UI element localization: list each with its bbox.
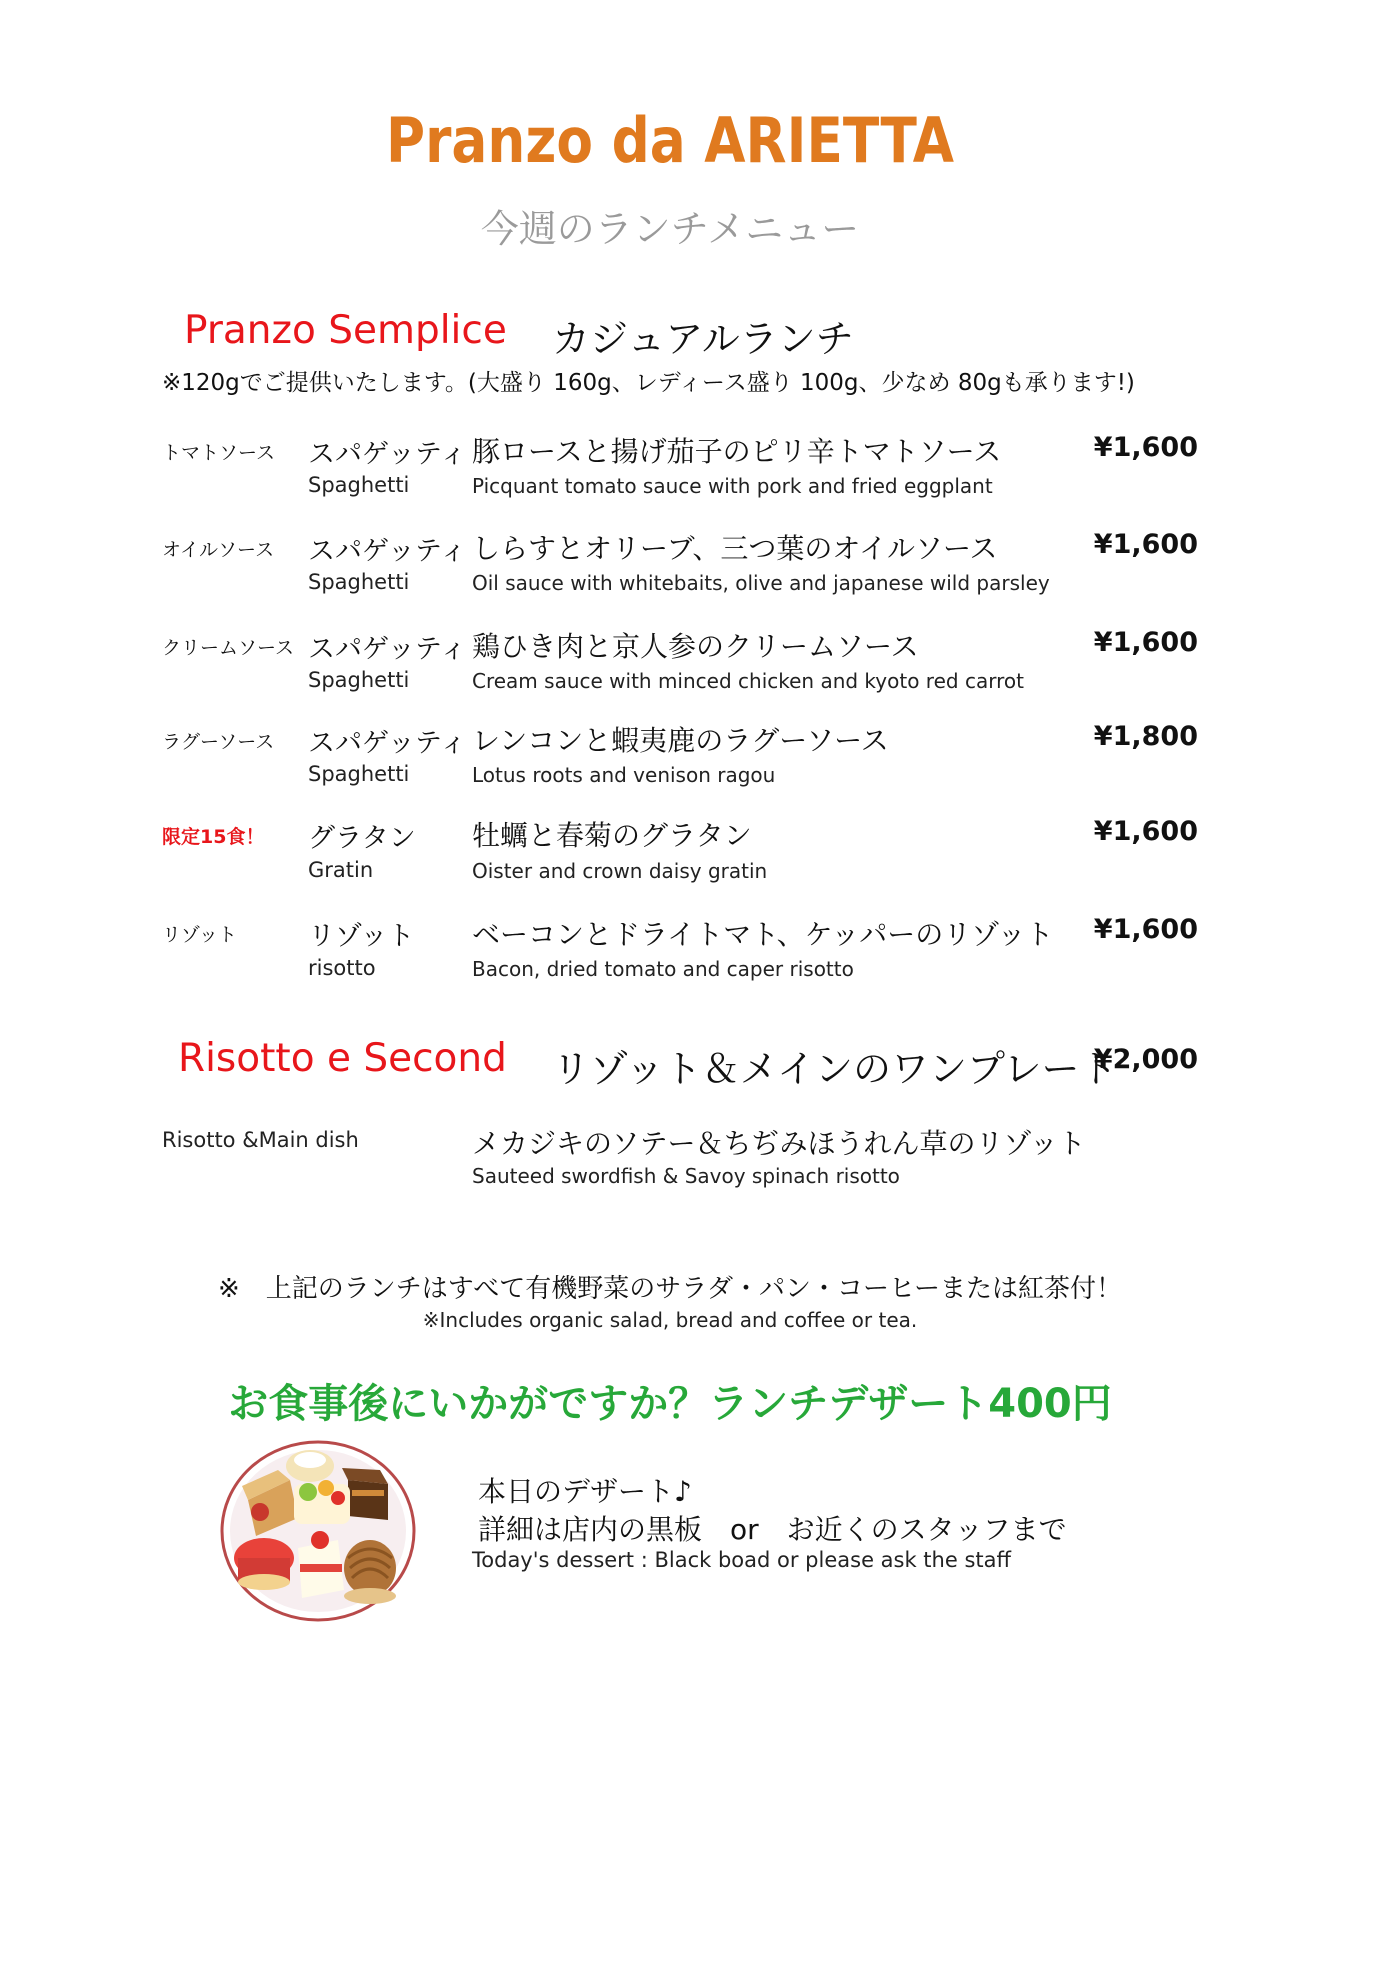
item-dish-en: Oister and crown daisy gratin [472, 859, 768, 883]
item-type-en: Spaghetti [308, 473, 410, 497]
dessert-line-2: 詳細は店内の黒板 or お近くのスタッフまで [478, 1513, 1067, 1546]
item-category: クリームソース [162, 637, 295, 659]
includes-note-en: ※Includes organic salad, bread and coffee or tea. [422, 1308, 918, 1332]
item-dish-en: Bacon, dried tomato and caper risotto [472, 957, 854, 981]
item-dish-jp: ベーコンとドライトマト、ケッパーのリゾット [472, 918, 1054, 951]
item-dish-en: Lotus roots and venison ragou [472, 763, 776, 787]
section2-label: Risotto &Main dish [162, 1128, 359, 1152]
item-dish-jp: 牡蠣と春菊のグラタン [472, 819, 752, 852]
item-type-en: Spaghetti [308, 570, 410, 594]
item-dish-en: Cream sauce with minced chicken and kyoto red carrot [472, 669, 1024, 693]
item-price: ¥1,600 [1093, 627, 1198, 658]
dessert-headline: お食事後にいかがですか？ランチデザート400円 [228, 1381, 1112, 1427]
section2-price: ¥2,000 [1093, 1044, 1198, 1075]
limited-badge: 限定15食！ [162, 826, 265, 848]
item-type-jp: スパゲッティ [308, 634, 467, 665]
item-type-jp: スパゲッティ [308, 536, 467, 567]
item-price: ¥1,600 [1093, 432, 1198, 463]
section2-dish-jp: メカジキのソテー＆ちぢみほうれん草のリゾット [472, 1127, 1086, 1160]
item-type-jp: スパゲッティ [308, 439, 467, 470]
item-category: リゾット [162, 924, 237, 946]
dessert-line-3: Today's dessert : Black boad or please ask the staff [472, 1548, 1011, 1572]
item-price: ¥1,800 [1093, 721, 1198, 752]
portion-note: ※120gでご提供いたします。(大盛り 160g、レディース盛り 100g、少なめ 80gも承ります!) [162, 370, 1135, 396]
item-price: ¥1,600 [1093, 529, 1198, 560]
item-dish-jp: 鶏ひき肉と京人参のクリームソース [472, 630, 919, 663]
restaurant-title: Pranzo da ARIETTA [386, 104, 954, 177]
section2-title-japanese: リゾット＆メインのワンプレート [552, 1047, 1118, 1091]
item-dish-en: Picquant tomato sauce with pork and fried eggplant [472, 474, 993, 498]
item-type-jp: スパゲッティ [308, 728, 467, 759]
item-type-en: Spaghetti [308, 668, 410, 692]
item-category: トマトソース [162, 442, 276, 464]
item-category: オイルソース [162, 539, 275, 561]
section1-title-italian: Pranzo Semplice [184, 308, 507, 353]
item-price: ¥1,600 [1093, 914, 1198, 945]
item-dish-en: Oil sauce with whitebaits, olive and japanese wild parsley [472, 571, 1050, 595]
dessert-plate-illustration [220, 1440, 416, 1622]
includes-note-jp: ※ 上記のランチはすべて有機野菜のサラダ・パン・コーヒーまたは紅茶付！ [218, 1274, 1122, 1304]
item-type-en: risotto [308, 956, 376, 980]
item-type-jp: リゾット [308, 921, 415, 952]
section2-dish-en: Sauteed swordfish & Savoy spinach risotto [472, 1164, 900, 1188]
item-type-jp: グラタン [308, 823, 416, 854]
item-dish-jp: レンコンと蝦夷鹿のラグーソース [472, 724, 889, 757]
item-type-en: Spaghetti [308, 762, 410, 786]
item-price: ¥1,600 [1093, 816, 1198, 847]
dessert-line-1: 本日のデザート♪ [478, 1475, 692, 1508]
item-type-en: Gratin [308, 858, 374, 882]
section1-title-japanese: カジュアルランチ [552, 317, 854, 361]
weekly-menu-subtitle: 今週のランチメニュー [480, 207, 860, 251]
item-category: ラグーソース [162, 731, 275, 753]
item-dish-jp: しらすとオリーブ、三つ葉のオイルソース [472, 532, 998, 565]
section2-title-italian: Risotto e Second [178, 1036, 507, 1081]
item-dish-jp: 豚ロースと揚げ茄子のピリ辛トマトソース [472, 435, 1002, 468]
